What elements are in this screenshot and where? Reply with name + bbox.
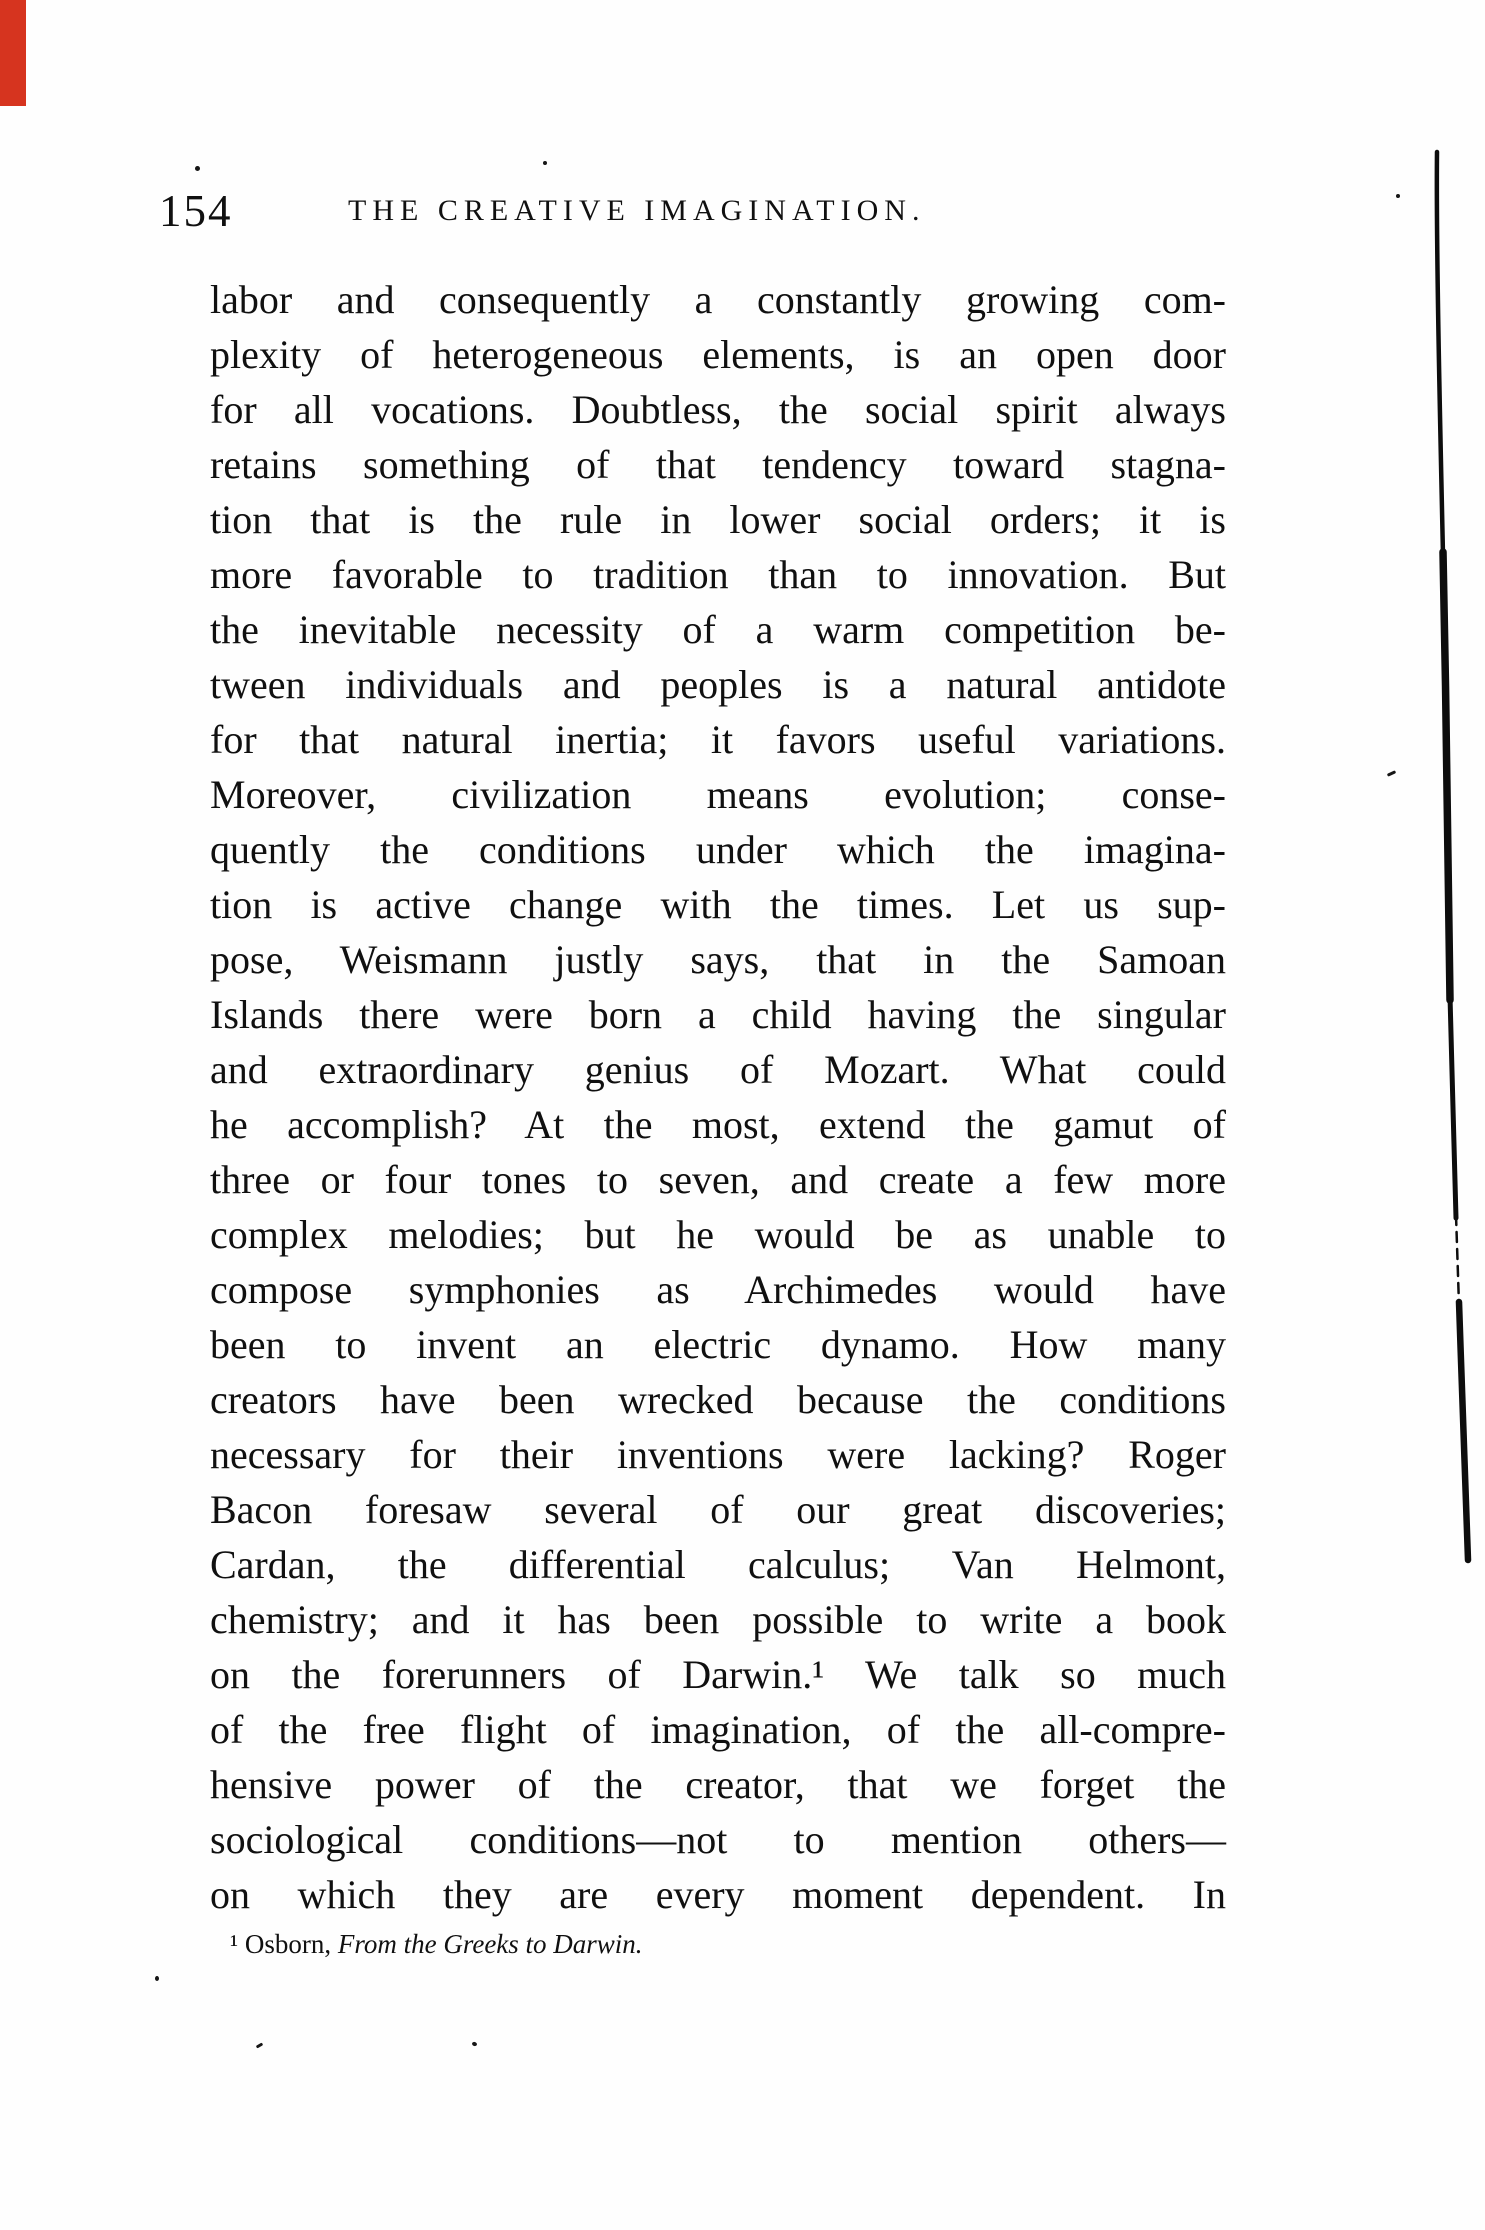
text-line: Moreover, civilization means evolution; conse- [210,772,1226,817]
text-line: compose symphonies as Archimedes would have [210,1267,1226,1312]
text-line: pose, Weismann justly says, that in the Samoan [210,937,1226,982]
scan-speck [1387,770,1396,777]
scan-speck [256,2042,264,2048]
scan-speck [195,166,200,171]
body-text [210,272,1226,1922]
text-line: hensive power of the creator, that we forget the [210,1762,1226,1807]
text-line: Islands there were born a child having the singular [210,992,1226,1037]
scan-speck [155,1976,159,1981]
text-line: retains something of that tendency toward stagna- [210,442,1226,487]
text-line: quently the conditions under which the imagina- [210,827,1226,872]
scan-speck [471,2041,477,2046]
footnote-work-title: From the Greeks to Darwin. [337,1929,643,1959]
text-line: on the forerunners of Darwin.¹ We talk so much [210,1652,1226,1697]
text-line: the inevitable necessity of a warm competition be- [210,607,1226,652]
red-bookmark-strip [0,0,26,106]
running-title: THE CREATIVE IMAGINATION. [348,194,926,227]
text-line: chemistry; and it has been possible to write a book [210,1597,1226,1642]
text-line: Cardan, the differential calculus; Van Helmont, [210,1542,1226,1587]
text-line: he accomplish? At the most, extend the gamut of [210,1102,1226,1147]
text-line: complex melodies; but he would be as unable to [210,1212,1226,1257]
text-line: tion is active change with the times. Let us sup- [210,882,1226,927]
text-line: labor and consequently a constantly growing com- [210,277,1226,322]
text-line: three or four tones to seven, and create a few more [210,1157,1226,1202]
text-line: tion that is the rule in lower social orders; it is [210,497,1226,542]
page-number: 154 [159,186,233,236]
text-line: of the free flight of imagination, of the all-compre- [210,1707,1226,1752]
text-line: for all vocations. Doubtless, the social spirit always [210,387,1226,432]
text-line: more favorable to tradition than to innovation. But [210,552,1226,597]
text-line: tween individuals and peoples is a natural antidote [210,662,1226,707]
text-line: sociological conditions—not to mention others— [210,1817,1226,1862]
scan-speck [543,161,547,165]
text-line: Bacon foresaw several of our great discoveries; [210,1487,1226,1532]
footnote-marker-author: ¹ Osborn, [230,1929,338,1959]
text-line: creators have been wrecked because the conditions [210,1377,1226,1422]
text-line: and extraordinary genius of Mozart. What could [210,1047,1226,1092]
text-line: on which they are every moment dependent. In [210,1872,1226,1917]
text-line: necessary for their inventions were lacking? Roger [210,1432,1226,1477]
text-line: for that natural inertia; it favors useful variations. [210,717,1226,762]
scan-speck [1396,194,1400,198]
footnote [230,1926,643,1962]
text-line: plexity of heterogeneous elements, is an open door [210,332,1226,377]
text-line: been to invent an electric dynamo. How many [210,1322,1226,1367]
